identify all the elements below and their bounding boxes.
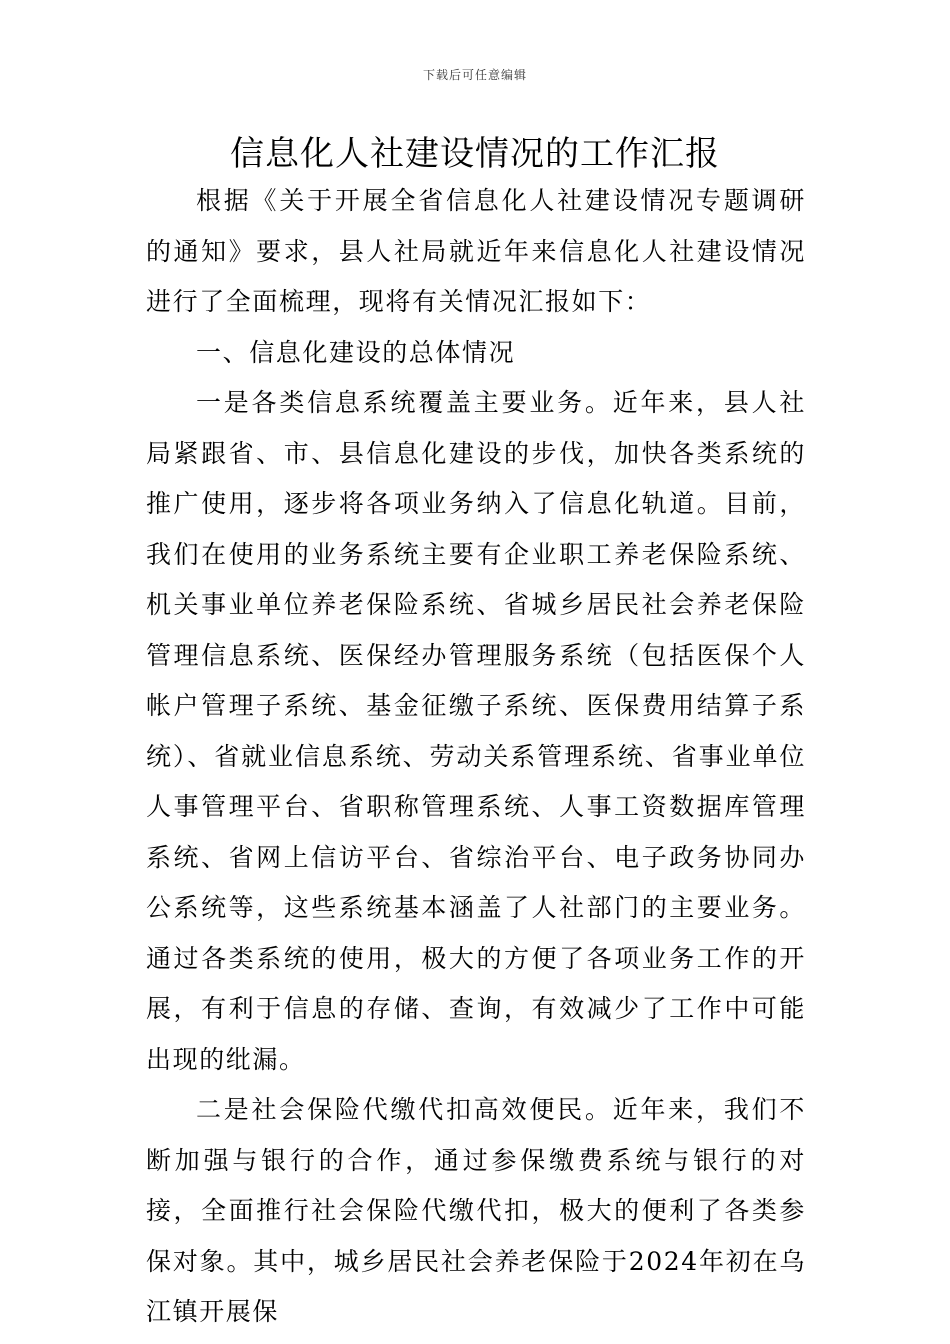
body-paragraph-2: 二是社会保险代缴代扣高效便民。近年来，我们不断加强与银行的合作，通过参保缴费系统与银行的对接，全面推行社会保险代缴代扣，极大的便利了各类参保对象。其中，城乡居民社会养老保险于2024年初在乌江镇开展保 [146,1095,806,1326]
section-heading: 一、信息化建设的总体情况 [196,337,516,367]
document-body [146,176,806,1338]
intro-paragraph: 根据《关于开展全省信息化人社建设情况专题调研的通知》要求，县人社局就近年来信息化人社建设情况进行了全面梳理，现将有关情况汇报如下： [146,186,806,316]
page-title: 信息化人社建设情况的工作汇报 [230,134,720,174]
body-paragraph-1: 一是各类信息系统覆盖主要业务。近年来，县人社局紧跟省、市、县信息化建设的步伐，加快各类系统的推广使用，逐步将各项业务纳入了信息化轨道。目前，我们在使用的业务系统主要有企业职工养老保险系统、机关事业单位养老保险系统、省城乡居民社会养老保险管理信息系统、医保经办管理服务系统（包括医保个人帐户管理子系统、基金征缴子系统、医保费用结算子系统）、省就业信息系统、劳动关系管理系统、省事业单位人事管理平台、省职称管理系统、人事工资数据库管理系统、省网上信访平台、省综治平台、电子政务协同办公系统等，这些系统基本涵盖了人社部门的主要业务。通过各类系统的使用，极大的方便了各项业务工作的开展，有利于信息的存储、查询，有效减少了工作中可能出现的纰漏。 [146,388,806,1074]
header-note: 下载后可任意编辑 [422,68,527,82]
